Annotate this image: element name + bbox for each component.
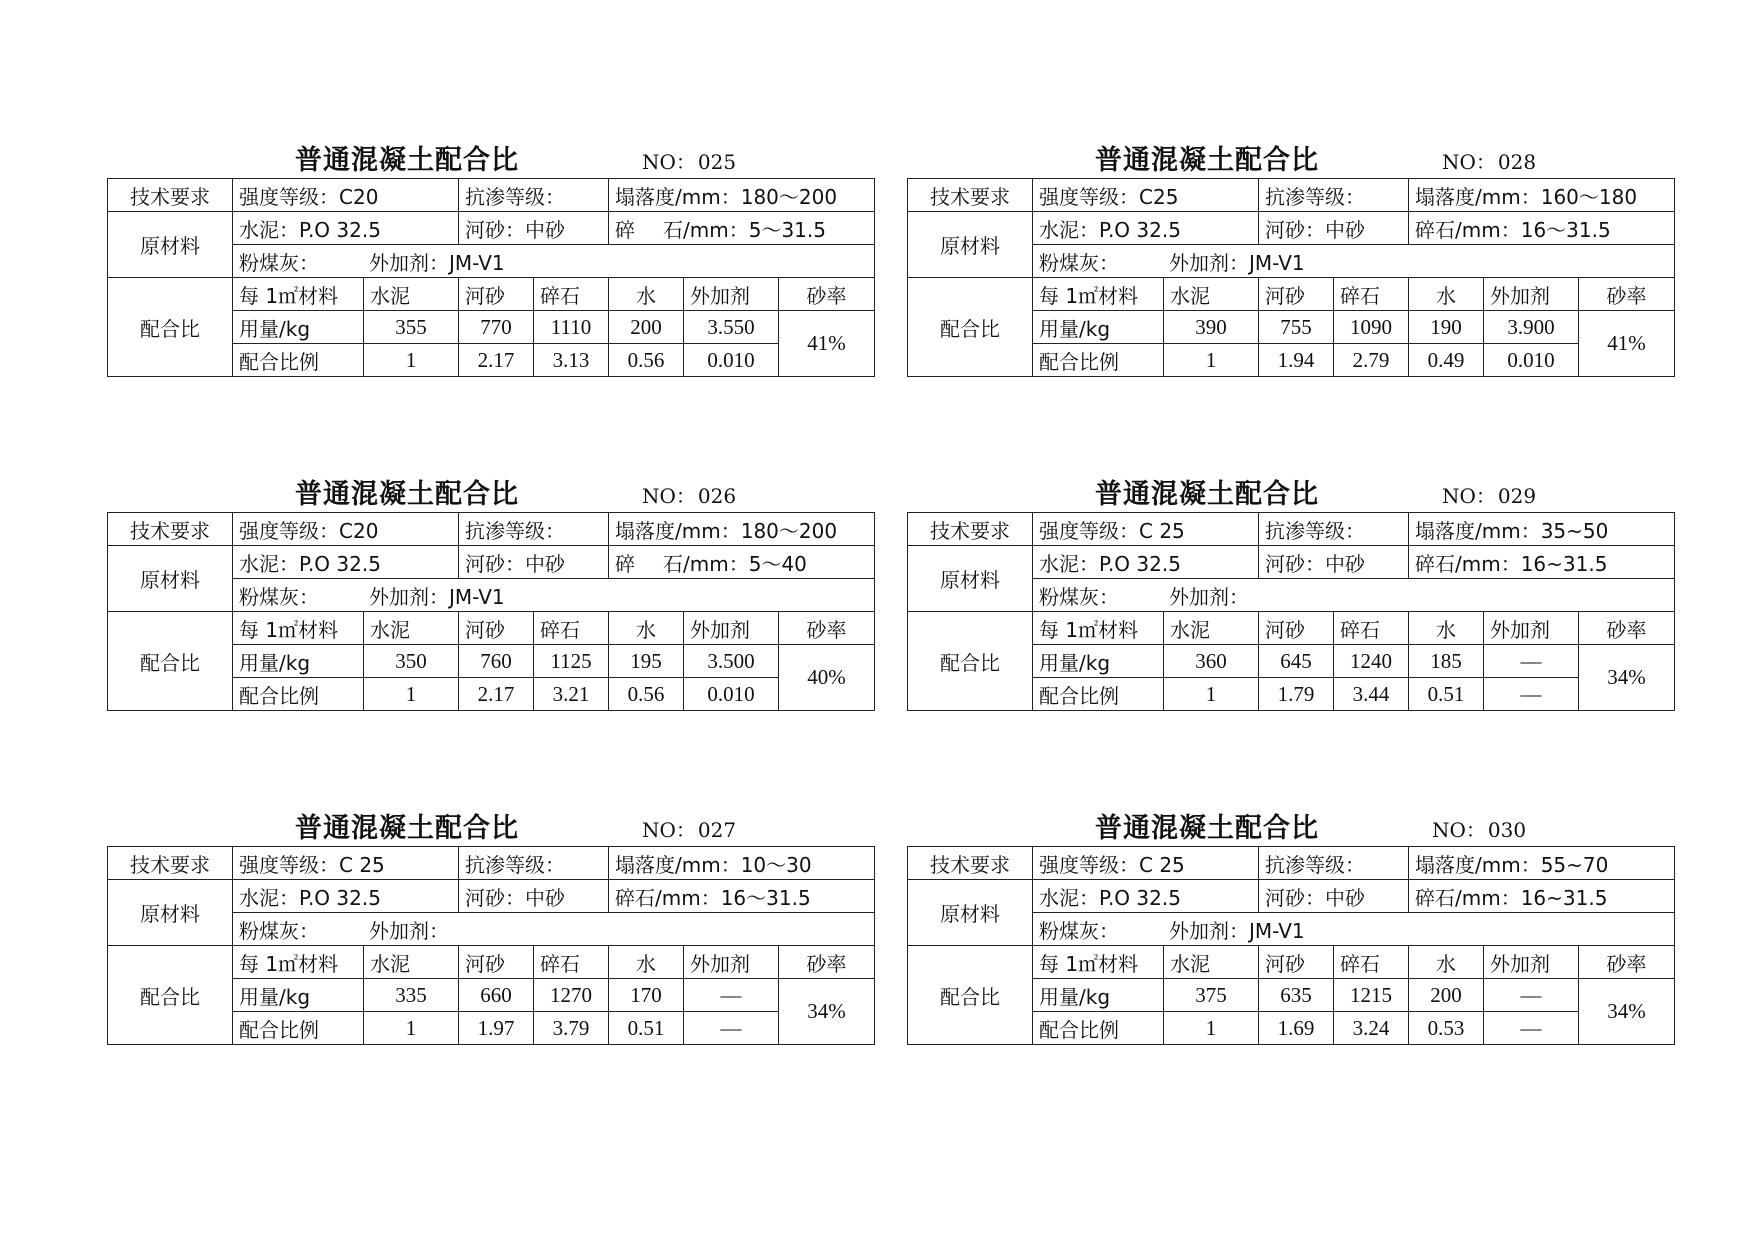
tech-row — [908, 847, 1675, 880]
sand-ratio-value: 34% — [1579, 979, 1675, 1045]
prop-stone: 3.24 — [1334, 1012, 1409, 1045]
slump: 塌落度/mm：35~50 — [1409, 513, 1675, 546]
sand-spec: 河砂：中砂 — [459, 546, 609, 579]
prop-sand: 1.94 — [1259, 344, 1334, 377]
slump: 塌落度/mm：180～200 — [609, 513, 875, 546]
impermeability-grade: 抗渗等级： — [459, 179, 609, 212]
stone-spec-value: 碎石/mm：16~31.5 — [1415, 885, 1608, 910]
col-stone: 碎石 — [1334, 946, 1409, 979]
usage-water: 195 — [609, 645, 684, 678]
sand-ratio-value: 34% — [1579, 645, 1675, 711]
stone-spec-value: 石/mm：5～40 — [663, 551, 807, 576]
mix-header-row — [108, 278, 875, 311]
sand-spec: 河砂：中砂 — [1259, 546, 1409, 579]
usage-sand: 760 — [459, 645, 534, 678]
tech-row — [908, 179, 1675, 212]
usage-sand: 770 — [459, 311, 534, 344]
usage-sand: 755 — [1259, 311, 1334, 344]
proportion-label: 配合比例 — [1033, 678, 1164, 711]
usage-stone: 1125 — [534, 645, 609, 678]
card-header — [907, 132, 1674, 178]
flyash-spec: 粉煤灰： — [239, 584, 319, 609]
prop-water: 0.56 — [609, 678, 684, 711]
mix-table — [107, 846, 875, 1045]
mix-row-header: 配合比 — [908, 946, 1033, 1045]
card-number — [1442, 480, 1536, 509]
card-title: 普通混凝土配合比 — [295, 813, 519, 844]
per-m3-label: 每 1㎡材料 — [233, 278, 364, 311]
raw-row-1 — [908, 212, 1675, 245]
prop-cement: 1 — [1164, 1012, 1259, 1045]
admixture-spec: 外加剂： — [369, 918, 449, 943]
flyash-spec: 粉煤灰： — [1039, 584, 1119, 609]
mix-row-header: 配合比 — [108, 946, 233, 1045]
prop-cement: 1 — [364, 344, 459, 377]
proportion-label: 配合比例 — [233, 678, 364, 711]
stone-spec — [609, 880, 875, 913]
prop-stone: 2.79 — [1334, 344, 1409, 377]
usage-cement: 335 — [364, 979, 459, 1012]
col-cement: 水泥 — [364, 278, 459, 311]
col-water: 水 — [609, 946, 684, 979]
card-number — [642, 814, 736, 843]
prop-admixture: 0.010 — [684, 344, 779, 377]
usage-cement: 355 — [364, 311, 459, 344]
stone-spec — [1409, 546, 1675, 579]
col-sand-ratio: 砂率 — [779, 946, 875, 979]
prop-admixture: — — [1484, 678, 1579, 711]
raw-row-1 — [108, 546, 875, 579]
prop-admixture: 0.010 — [684, 678, 779, 711]
mix-row-header: 配合比 — [108, 612, 233, 711]
slump: 塌落度/mm：55~70 — [1409, 847, 1675, 880]
proportion-label: 配合比例 — [233, 1012, 364, 1045]
proportion-label: 配合比例 — [1033, 344, 1164, 377]
usage-cement: 360 — [1164, 645, 1259, 678]
stone-spec-value: 碎石/mm：16～31.5 — [1415, 217, 1611, 242]
col-water: 水 — [609, 278, 684, 311]
col-sand: 河砂 — [459, 612, 534, 645]
prop-water: 0.51 — [1409, 678, 1484, 711]
prop-stone: 3.13 — [534, 344, 609, 377]
stone-spec — [609, 546, 875, 579]
col-admixture: 外加剂 — [1484, 278, 1579, 311]
card-number — [1432, 814, 1526, 843]
sand-ratio-value: 34% — [779, 979, 875, 1045]
card-header — [907, 466, 1674, 512]
card-number-value: 029 — [1497, 484, 1537, 508]
prop-admixture: — — [684, 1012, 779, 1045]
col-admixture: 外加剂 — [1484, 946, 1579, 979]
col-stone: 碎石 — [534, 946, 609, 979]
usage-label: 用量/kg — [1033, 645, 1164, 678]
mix-header-row — [108, 612, 875, 645]
per-m3-label: 每 1㎡材料 — [233, 946, 364, 979]
usage-admixture: — — [1484, 645, 1579, 678]
card-number-label: NO： — [642, 150, 696, 174]
cement-spec: 水泥：P.O 32.5 — [1033, 880, 1259, 913]
col-sand: 河砂 — [1259, 278, 1334, 311]
flyash-admixture — [233, 579, 875, 612]
slump: 塌落度/mm：160～180 — [1409, 179, 1675, 212]
stone-spec-prefix: 碎 — [615, 217, 636, 242]
col-stone: 碎石 — [534, 278, 609, 311]
sand-ratio-value: 41% — [1579, 311, 1675, 377]
card-number-label: NO： — [1442, 484, 1496, 508]
usage-label: 用量/kg — [1033, 979, 1164, 1012]
stone-spec-value: 石/mm：5～31.5 — [663, 217, 826, 242]
raw-row-header: 原材料 — [108, 546, 233, 612]
mix-card — [107, 466, 874, 711]
mix-card — [907, 466, 1674, 711]
flyash-spec: 粉煤灰： — [1039, 918, 1119, 943]
usage-water: 170 — [609, 979, 684, 1012]
usage-sand: 660 — [459, 979, 534, 1012]
mix-row-header: 配合比 — [908, 612, 1033, 711]
col-water: 水 — [1409, 612, 1484, 645]
stone-spec — [1409, 880, 1675, 913]
prop-cement: 1 — [1164, 344, 1259, 377]
mix-table — [907, 512, 1675, 711]
raw-row-1 — [108, 880, 875, 913]
impermeability-grade: 抗渗等级： — [459, 847, 609, 880]
card-title: 普通混凝土配合比 — [1095, 813, 1319, 844]
cement-spec: 水泥：P.O 32.5 — [1033, 546, 1259, 579]
stone-spec — [1409, 212, 1675, 245]
cement-spec: 水泥：P.O 32.5 — [233, 880, 459, 913]
raw-row-1 — [908, 546, 1675, 579]
flyash-admixture — [233, 245, 875, 278]
sand-spec: 河砂：中砂 — [1259, 212, 1409, 245]
tech-row-header: 技术要求 — [908, 179, 1033, 212]
slump: 塌落度/mm：10～30 — [609, 847, 875, 880]
admixture-spec: 外加剂：JM-V1 — [1169, 918, 1305, 943]
col-sand-ratio: 砂率 — [779, 278, 875, 311]
card-number-value: 026 — [697, 484, 737, 508]
tech-row — [908, 513, 1675, 546]
card-number — [1442, 146, 1536, 175]
flyash-spec: 粉煤灰： — [239, 918, 319, 943]
sand-spec: 河砂：中砂 — [1259, 880, 1409, 913]
impermeability-grade: 抗渗等级： — [459, 513, 609, 546]
card-number — [642, 480, 736, 509]
card-title: 普通混凝土配合比 — [1095, 145, 1319, 176]
col-sand-ratio: 砂率 — [1579, 946, 1675, 979]
usage-stone: 1110 — [534, 311, 609, 344]
card-number-label: NO： — [1442, 150, 1496, 174]
col-stone: 碎石 — [1334, 612, 1409, 645]
sand-spec: 河砂：中砂 — [459, 880, 609, 913]
usage-stone: 1240 — [1334, 645, 1409, 678]
mix-table — [907, 846, 1675, 1045]
flyash-spec: 粉煤灰： — [1039, 250, 1119, 275]
prop-sand: 2.17 — [459, 678, 534, 711]
col-stone: 碎石 — [1334, 278, 1409, 311]
cement-spec: 水泥：P.O 32.5 — [233, 212, 459, 245]
card-header — [107, 466, 874, 512]
admixture-spec: 外加剂：JM-V1 — [1169, 250, 1305, 275]
tech-row — [108, 513, 875, 546]
usage-cement: 390 — [1164, 311, 1259, 344]
col-cement: 水泥 — [1164, 612, 1259, 645]
usage-label: 用量/kg — [1033, 311, 1164, 344]
col-sand: 河砂 — [459, 278, 534, 311]
prop-stone: 3.21 — [534, 678, 609, 711]
prop-stone: 3.44 — [1334, 678, 1409, 711]
strength-grade: 强度等级：C 25 — [1033, 513, 1259, 546]
col-cement: 水泥 — [1164, 946, 1259, 979]
usage-cement: 350 — [364, 645, 459, 678]
col-stone: 碎石 — [534, 612, 609, 645]
card-title: 普通混凝土配合比 — [295, 145, 519, 176]
col-water: 水 — [1409, 946, 1484, 979]
col-water: 水 — [1409, 278, 1484, 311]
usage-admixture: — — [1484, 979, 1579, 1012]
col-sand-ratio: 砂率 — [1579, 278, 1675, 311]
prop-water: 0.53 — [1409, 1012, 1484, 1045]
strength-grade: 强度等级：C20 — [233, 513, 459, 546]
col-cement: 水泥 — [1164, 278, 1259, 311]
raw-row-header: 原材料 — [108, 880, 233, 946]
strength-grade: 强度等级：C25 — [1033, 179, 1259, 212]
col-admixture: 外加剂 — [1484, 612, 1579, 645]
mix-header-row — [908, 278, 1675, 311]
mix-table — [107, 512, 875, 711]
col-sand: 河砂 — [1259, 612, 1334, 645]
impermeability-grade: 抗渗等级： — [1259, 847, 1409, 880]
col-sand: 河砂 — [459, 946, 534, 979]
sand-ratio-value: 40% — [779, 645, 875, 711]
stone-spec-value: 碎石/mm：16～31.5 — [615, 885, 811, 910]
card-number-value: 028 — [1497, 150, 1537, 174]
tech-row-header: 技术要求 — [908, 847, 1033, 880]
prop-water: 0.56 — [609, 344, 684, 377]
col-sand-ratio: 砂率 — [779, 612, 875, 645]
card-number-label: NO： — [642, 818, 696, 842]
raw-row-1 — [908, 880, 1675, 913]
mix-card — [907, 132, 1674, 377]
impermeability-grade: 抗渗等级： — [1259, 179, 1409, 212]
col-sand-ratio: 砂率 — [1579, 612, 1675, 645]
tech-row-header: 技术要求 — [108, 179, 233, 212]
per-m3-label: 每 1㎡材料 — [233, 612, 364, 645]
impermeability-grade: 抗渗等级： — [1259, 513, 1409, 546]
col-cement: 水泥 — [364, 946, 459, 979]
admixture-spec: 外加剂：JM-V1 — [369, 250, 505, 275]
raw-row-header: 原材料 — [908, 546, 1033, 612]
col-admixture: 外加剂 — [684, 278, 779, 311]
card-title: 普通混凝土配合比 — [1095, 479, 1319, 510]
strength-grade: 强度等级：C20 — [233, 179, 459, 212]
card-number-value: 030 — [1487, 818, 1527, 842]
card-number-value: 027 — [697, 818, 737, 842]
flyash-admixture — [1033, 579, 1675, 612]
prop-admixture: — — [1484, 1012, 1579, 1045]
col-admixture: 外加剂 — [684, 946, 779, 979]
card-title: 普通混凝土配合比 — [295, 479, 519, 510]
tech-row-header: 技术要求 — [908, 513, 1033, 546]
sand-ratio-value: 41% — [779, 311, 875, 377]
col-sand: 河砂 — [1259, 946, 1334, 979]
cement-spec: 水泥：P.O 32.5 — [233, 546, 459, 579]
per-m3-label: 每 1㎡材料 — [1033, 946, 1164, 979]
tech-row-header: 技术要求 — [108, 847, 233, 880]
usage-admixture: — — [684, 979, 779, 1012]
raw-row-header: 原材料 — [908, 212, 1033, 278]
slump: 塌落度/mm：180～200 — [609, 179, 875, 212]
usage-stone: 1270 — [534, 979, 609, 1012]
prop-sand: 1.69 — [1259, 1012, 1334, 1045]
mix-header-row — [908, 946, 1675, 979]
prop-cement: 1 — [364, 1012, 459, 1045]
usage-admixture: 3.550 — [684, 311, 779, 344]
flyash-admixture — [233, 913, 875, 946]
proportion-label: 配合比例 — [233, 344, 364, 377]
mix-header-row — [108, 946, 875, 979]
prop-admixture: 0.010 — [1484, 344, 1579, 377]
flyash-admixture — [1033, 913, 1675, 946]
prop-sand: 1.79 — [1259, 678, 1334, 711]
col-water: 水 — [609, 612, 684, 645]
mix-header-row — [908, 612, 1675, 645]
prop-stone: 3.79 — [534, 1012, 609, 1045]
usage-stone: 1090 — [1334, 311, 1409, 344]
mix-table — [107, 178, 875, 377]
usage-admixture: 3.500 — [684, 645, 779, 678]
mix-table — [907, 178, 1675, 377]
usage-label: 用量/kg — [233, 311, 364, 344]
col-cement: 水泥 — [364, 612, 459, 645]
tech-row — [108, 179, 875, 212]
admixture-spec: 外加剂： — [1169, 584, 1249, 609]
prop-water: 0.49 — [1409, 344, 1484, 377]
proportion-label: 配合比例 — [1033, 1012, 1164, 1045]
stone-spec-value: 碎石/mm：16~31.5 — [1415, 551, 1608, 576]
cement-spec: 水泥：P.O 32.5 — [1033, 212, 1259, 245]
card-header — [107, 800, 874, 846]
sand-spec: 河砂：中砂 — [459, 212, 609, 245]
strength-grade: 强度等级：C 25 — [1033, 847, 1259, 880]
usage-sand: 645 — [1259, 645, 1334, 678]
prop-sand: 2.17 — [459, 344, 534, 377]
mix-row-header: 配合比 — [108, 278, 233, 377]
card-header — [107, 132, 874, 178]
card-number-value: 025 — [697, 150, 737, 174]
strength-grade: 强度等级：C 25 — [233, 847, 459, 880]
stone-spec-prefix: 碎 — [615, 551, 636, 576]
prop-cement: 1 — [364, 678, 459, 711]
usage-admixture: 3.900 — [1484, 311, 1579, 344]
mix-card — [907, 800, 1674, 1045]
usage-water: 190 — [1409, 311, 1484, 344]
per-m3-label: 每 1㎡材料 — [1033, 612, 1164, 645]
card-number-label: NO： — [1432, 818, 1486, 842]
prop-water: 0.51 — [609, 1012, 684, 1045]
col-admixture: 外加剂 — [684, 612, 779, 645]
card-number — [642, 146, 736, 175]
flyash-spec: 粉煤灰： — [239, 250, 319, 275]
usage-stone: 1215 — [1334, 979, 1409, 1012]
per-m3-label: 每 1㎡材料 — [1033, 278, 1164, 311]
usage-label: 用量/kg — [233, 645, 364, 678]
usage-cement: 375 — [1164, 979, 1259, 1012]
raw-row-header: 原材料 — [908, 880, 1033, 946]
prop-cement: 1 — [1164, 678, 1259, 711]
card-number-label: NO： — [642, 484, 696, 508]
usage-label: 用量/kg — [233, 979, 364, 1012]
mix-card — [107, 132, 874, 377]
card-header — [907, 800, 1674, 846]
tech-row — [108, 847, 875, 880]
tech-row-header: 技术要求 — [108, 513, 233, 546]
flyash-admixture — [1033, 245, 1675, 278]
prop-sand: 1.97 — [459, 1012, 534, 1045]
raw-row-1 — [108, 212, 875, 245]
usage-sand: 635 — [1259, 979, 1334, 1012]
mix-row-header: 配合比 — [908, 278, 1033, 377]
usage-water: 185 — [1409, 645, 1484, 678]
usage-water: 200 — [609, 311, 684, 344]
mix-card — [107, 800, 874, 1045]
stone-spec — [609, 212, 875, 245]
raw-row-header: 原材料 — [108, 212, 233, 278]
admixture-spec: 外加剂：JM-V1 — [369, 584, 505, 609]
usage-water: 200 — [1409, 979, 1484, 1012]
